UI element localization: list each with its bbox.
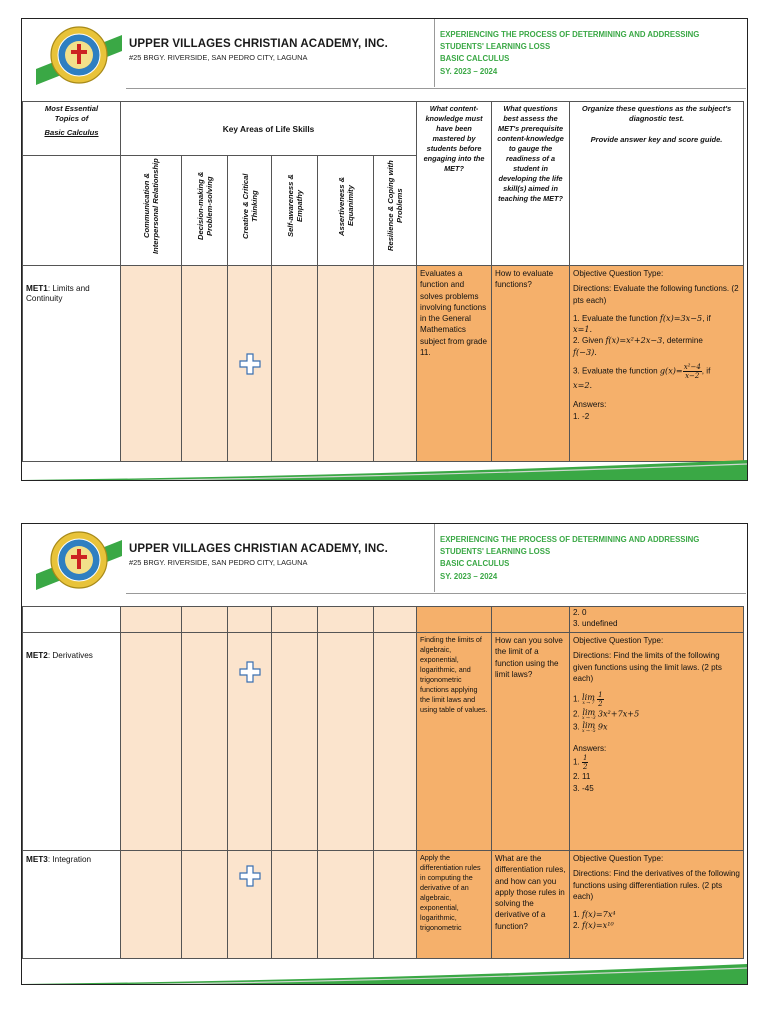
header-divider	[434, 19, 435, 87]
met1-topic	[23, 266, 121, 462]
question-type: Objective Question Type:	[573, 854, 664, 863]
answer-2: 2. 11	[573, 772, 591, 782]
answer-3: 3. undefined	[573, 619, 618, 629]
page-1	[21, 18, 748, 481]
lim-sub: x → -5	[582, 729, 596, 735]
answer-1	[573, 754, 740, 771]
title-line-2: STUDENTS' LEARNING LOSS	[440, 547, 551, 557]
question-1	[573, 313, 740, 336]
met-title: : Derivatives	[47, 651, 93, 660]
frac-den: 2	[598, 700, 603, 709]
skill-label: Creative & Critical Thinking	[240, 173, 259, 239]
lim-sub: x → 7	[582, 701, 595, 707]
skill-cell	[228, 607, 272, 633]
skill-label: Decision-making & Problem-solving	[195, 171, 214, 241]
skill-col-creative	[228, 156, 272, 266]
header-title	[440, 30, 748, 78]
topics-label-2: Topics of	[54, 114, 89, 123]
question-1	[573, 691, 740, 708]
q-expr: 3x²+7x+5	[597, 708, 640, 719]
q-expr: f(x)=x¹⁰	[582, 920, 614, 931]
skill-cell	[121, 633, 182, 851]
school-logo	[36, 25, 122, 85]
skill-cell	[318, 633, 374, 851]
q-expr: f(x)=7x⁴	[582, 909, 616, 920]
skill-label: Resilience & Coping with Problems	[386, 160, 405, 252]
met3-test	[570, 851, 744, 959]
q-suffix: , determine	[662, 336, 703, 346]
table-row	[23, 633, 744, 851]
title-line-2: STUDENTS' LEARNING LOSS	[440, 42, 551, 52]
diagnostic-table	[22, 101, 744, 462]
q-label: 1.	[573, 694, 580, 704]
question-2	[573, 335, 740, 358]
table-row	[23, 607, 744, 633]
title-line-3: BASIC CALCULUS	[440, 54, 510, 64]
met3-content: Apply the differentiation rules in computing the derivative of an algebraic, exponential, logarithmic, trigonometric	[417, 851, 492, 959]
organize-header	[570, 102, 744, 266]
q-expr: f(x)=3x−5	[659, 312, 703, 323]
school-name: UPPER VILLAGES CHRISTIAN ACADEMY, INC.	[129, 543, 388, 555]
page-header	[22, 19, 747, 95]
answer-2: 2. 0	[573, 608, 587, 617]
plus-icon	[239, 353, 261, 375]
school-address: #25 BRGY. RIVERSIDE, SAN PEDRO CITY, LAGUNA	[129, 53, 308, 62]
skill-label: Assertiveness & Equanimity	[336, 176, 355, 236]
skill-col-communication	[121, 156, 182, 266]
frac-num: x²−4	[683, 363, 701, 372]
question-1	[573, 909, 740, 920]
header-divider	[434, 524, 435, 592]
topics-label-1: Most Essential	[44, 104, 99, 113]
skill-cell	[272, 266, 318, 462]
footer-band	[22, 456, 747, 481]
met-label: MET2	[26, 651, 48, 660]
skill-col-assertiveness	[318, 156, 374, 266]
fraction	[582, 754, 588, 771]
frac-num: 1	[598, 691, 603, 700]
q-cond: f(−3).	[573, 346, 597, 357]
met2-test	[570, 633, 744, 851]
skill-cell	[374, 851, 417, 959]
met-label: MET1	[26, 284, 48, 293]
topics-label-3: Basic Calculus	[44, 128, 99, 137]
ans-label: 1.	[573, 758, 580, 768]
school-name: UPPER VILLAGES CHRISTIAN ACADEMY, INC.	[129, 38, 388, 50]
q-prefix: 1. Evaluate the function	[573, 313, 658, 323]
frac-den: x−2	[685, 372, 700, 381]
skill-label: Self-awareness & Empathy	[285, 174, 304, 238]
question-2	[573, 920, 740, 931]
fraction	[683, 363, 702, 380]
skill-cell	[182, 266, 228, 462]
skill-cell	[121, 607, 182, 633]
skill-cell	[182, 851, 228, 959]
question-2	[573, 708, 740, 721]
title-line-4: SY. 2023 – 2024	[440, 571, 498, 581]
met1-question: How to evaluate functions?	[492, 266, 570, 462]
lim-text: lim	[582, 707, 596, 718]
q-cond: x=1.	[573, 324, 593, 335]
skill-cell	[272, 607, 318, 633]
question-type: Objective Question Type:	[573, 636, 664, 645]
header-rule	[126, 88, 746, 89]
question-3	[573, 363, 740, 391]
answer-1: 1. -2	[573, 411, 590, 421]
skill-col-self-awareness	[272, 156, 318, 266]
met1-answers-cont	[570, 607, 744, 633]
met3-topic	[23, 851, 121, 959]
page-header	[22, 524, 747, 600]
lim-sub: x → -3	[582, 716, 596, 722]
q-prefix: 3. Evaluate the function	[573, 366, 658, 376]
skill-cell	[374, 633, 417, 851]
lim-text: lim	[582, 692, 595, 703]
title-line-3: BASIC CALCULUS	[440, 559, 510, 569]
q-prefix: 2. Given	[573, 336, 604, 346]
skill-cell-checked	[228, 851, 272, 959]
key-areas-header: Key Areas of Life Skills	[121, 102, 417, 156]
q-cond: x=2.	[573, 380, 593, 391]
title-line-1: EXPERIENCING THE PROCESS OF DETERMINING AND ADDRESSING	[440, 535, 700, 544]
footer-band	[22, 960, 747, 985]
table-row	[23, 266, 744, 462]
answers-label: Answers:	[573, 400, 607, 410]
met1-test	[570, 266, 744, 462]
content-knowledge-header: What content-knowledge must have been mastered by students before engaging into the MET?	[417, 102, 492, 266]
skill-cell	[121, 266, 182, 462]
skill-cell	[318, 607, 374, 633]
met1-content: Evaluates a function and solves problems involving functions in the General Mathematics subject from grade 11.	[417, 266, 492, 462]
header-rule	[126, 593, 746, 594]
plus-icon	[239, 661, 261, 683]
skill-cell	[374, 266, 417, 462]
met2-question: How can you solve the limit of a function using the limit laws?	[492, 633, 570, 851]
directions: Directions: Find the derivatives of the following functions using differentiation rules. (2 pts each)	[573, 869, 740, 901]
skill-cell	[318, 851, 374, 959]
skill-col-resilience	[374, 156, 417, 266]
met-title: : Integration	[47, 855, 92, 864]
questions-header: What questions best assess the MET's prerequisite content-knowledge to gauge the readiness of a student in developing the life skill(s) aimed in teaching the MET?	[492, 102, 570, 266]
content-cell	[417, 607, 492, 633]
question-type: Objective Question Type:	[573, 269, 664, 278]
skill-cell	[272, 633, 318, 851]
q-label: 2.	[573, 709, 580, 719]
title-line-4: SY. 2023 – 2024	[440, 66, 498, 76]
skill-cell	[374, 607, 417, 633]
q-label: 2.	[573, 921, 580, 931]
q-expr: 9x	[597, 721, 608, 732]
met2-topic	[23, 633, 121, 851]
limit	[582, 721, 596, 734]
q-label: 3.	[573, 722, 580, 732]
limit	[582, 693, 595, 706]
school-address: #25 BRGY. RIVERSIDE, SAN PEDRO CITY, LAGUNA	[129, 558, 308, 567]
met2-content: Finding the limits of algebraic, exponential, logarithmic, and trigonometric functions applying the limit laws and using table of values.	[417, 633, 492, 851]
lim-text: lim	[582, 720, 596, 731]
header-title	[440, 535, 748, 583]
question-3	[573, 721, 740, 734]
fraction	[597, 691, 603, 708]
topic-cell	[23, 607, 121, 633]
q-label: 1.	[573, 910, 580, 920]
answer-key-label: Provide answer key and score guide.	[590, 135, 723, 144]
school-logo	[36, 530, 122, 590]
q-expr: f(x)=x²+2x−3	[605, 335, 663, 346]
question-cell	[492, 607, 570, 633]
skill-cell-checked	[228, 266, 272, 462]
frac-num: 1	[583, 754, 588, 763]
organize-label: Organize these questions as the subject's diagnostic test.	[581, 104, 732, 123]
skill-cell	[272, 851, 318, 959]
skill-cell-checked	[228, 633, 272, 851]
skill-cell	[318, 266, 374, 462]
met-title: : Limits and Continuity	[26, 284, 90, 303]
frac-den: 2	[583, 763, 588, 772]
q-suffix: , if	[701, 366, 711, 376]
skill-cell	[182, 633, 228, 851]
title-line-1: EXPERIENCING THE PROCESS OF DETERMINING AND ADDRESSING	[440, 30, 700, 39]
met3-question: What are the differentiation rules, and how can you apply those rules in solving the derivative of a function?	[492, 851, 570, 959]
topics-blank	[23, 156, 121, 266]
skill-cell	[182, 607, 228, 633]
answers-label: Answers:	[573, 744, 607, 754]
skill-label: Communication & Interpersonal Relationship	[142, 158, 160, 254]
directions: Directions: Evaluate the following functions. (2 pts each)	[573, 284, 739, 305]
table-row	[23, 851, 744, 959]
q-lhs: g(x)=	[659, 365, 683, 376]
answer-3: 3. -45	[573, 783, 594, 793]
plus-icon	[239, 865, 261, 887]
diagnostic-table	[22, 606, 744, 959]
directions: Directions: Find the limits of the following given functions using the limit laws. (2 pts each)	[573, 651, 722, 683]
topics-header	[23, 102, 121, 156]
met-label: MET3	[26, 855, 48, 864]
q-suffix: , if	[702, 313, 711, 323]
skill-col-decision	[182, 156, 228, 266]
skill-cell	[121, 851, 182, 959]
page-2	[21, 523, 748, 985]
